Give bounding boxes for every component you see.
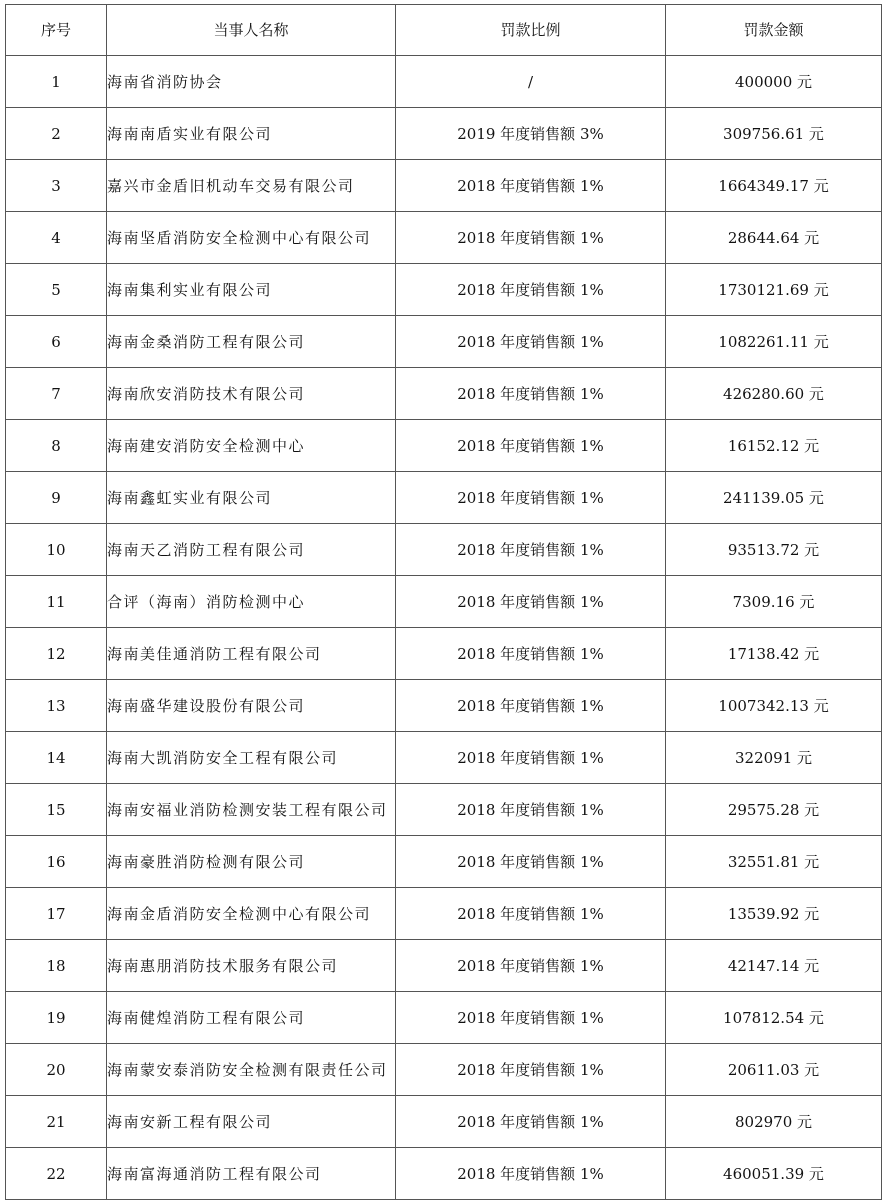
serial-number-cell: 18: [6, 940, 107, 992]
table-row: [6, 628, 882, 680]
party-name-cell: 海南惠朋消防技术服务有限公司: [107, 940, 396, 992]
serial-number-cell: 7: [6, 368, 107, 420]
fine-amount-cell: 28644.64 元: [666, 212, 882, 264]
party-name-cell: 海南安福业消防检测安装工程有限公司: [107, 784, 396, 836]
table-row: [6, 784, 882, 836]
table-row: [6, 888, 882, 940]
table-row: [6, 160, 882, 212]
fine-amount-cell: 42147.14 元: [666, 940, 882, 992]
table-row: [6, 316, 882, 368]
fine-rate-cell: 2018 年度销售额 1%: [396, 784, 666, 836]
fine-rate-cell: 2018 年度销售额 1%: [396, 160, 666, 212]
serial-number-cell: 17: [6, 888, 107, 940]
fine-rate-cell: 2018 年度销售额 1%: [396, 420, 666, 472]
fine-rate-cell: 2018 年度销售额 1%: [396, 836, 666, 888]
fine-amount-cell: 309756.61 元: [666, 108, 882, 160]
party-name-cell: 合评（海南）消防检测中心: [107, 576, 396, 628]
fine-rate-cell: 2018 年度销售额 1%: [396, 888, 666, 940]
fine-amount-cell: 107812.54 元: [666, 992, 882, 1044]
party-name-cell: 海南南盾实业有限公司: [107, 108, 396, 160]
serial-number-cell: 4: [6, 212, 107, 264]
party-name-cell: 海南盛华建设股份有限公司: [107, 680, 396, 732]
party-name-cell: 海南集利实业有限公司: [107, 264, 396, 316]
table-row: [6, 472, 882, 524]
fine-amount-cell: 322091 元: [666, 732, 882, 784]
serial-number-cell: 1: [6, 56, 107, 108]
serial-number-cell: 2: [6, 108, 107, 160]
header-fine-rate: 罚款比例: [396, 5, 666, 56]
fine-rate-cell: 2018 年度销售额 1%: [396, 472, 666, 524]
party-name-cell: 海南欣安消防技术有限公司: [107, 368, 396, 420]
serial-number-cell: 14: [6, 732, 107, 784]
table-row: [6, 732, 882, 784]
party-name-cell: 海南建安消防安全检测中心: [107, 420, 396, 472]
fine-amount-cell: 1664349.17 元: [666, 160, 882, 212]
serial-number-cell: 16: [6, 836, 107, 888]
table-row: [6, 1096, 882, 1148]
serial-number-cell: 11: [6, 576, 107, 628]
fine-rate-cell: 2018 年度销售额 1%: [396, 940, 666, 992]
fine-rate-cell: /: [396, 56, 666, 108]
fine-amount-cell: 13539.92 元: [666, 888, 882, 940]
serial-number-cell: 22: [6, 1148, 107, 1200]
serial-number-cell: 13: [6, 680, 107, 732]
fine-amount-cell: 29575.28 元: [666, 784, 882, 836]
fine-amount-cell: 802970 元: [666, 1096, 882, 1148]
fine-rate-cell: 2018 年度销售额 1%: [396, 992, 666, 1044]
fine-rate-cell: 2018 年度销售额 1%: [396, 1044, 666, 1096]
party-name-cell: 海南富海通消防工程有限公司: [107, 1148, 396, 1200]
serial-number-cell: 15: [6, 784, 107, 836]
serial-number-cell: 6: [6, 316, 107, 368]
serial-number-cell: 8: [6, 420, 107, 472]
fine-rate-cell: 2018 年度销售额 1%: [396, 316, 666, 368]
party-name-cell: 海南坚盾消防安全检测中心有限公司: [107, 212, 396, 264]
table-row: [6, 420, 882, 472]
fine-rate-cell: 2018 年度销售额 1%: [396, 264, 666, 316]
party-name-cell: 海南大凯消防安全工程有限公司: [107, 732, 396, 784]
fine-amount-cell: 20611.03 元: [666, 1044, 882, 1096]
table-row: [6, 940, 882, 992]
table-row: [6, 368, 882, 420]
fine-rate-cell: 2018 年度销售额 1%: [396, 628, 666, 680]
table-row: [6, 264, 882, 316]
fine-amount-cell: 7309.16 元: [666, 576, 882, 628]
header-party-name: 当事人名称: [107, 5, 396, 56]
serial-number-cell: 3: [6, 160, 107, 212]
table-row: [6, 56, 882, 108]
table-body: [6, 56, 882, 1200]
party-name-cell: 海南健煌消防工程有限公司: [107, 992, 396, 1044]
fine-amount-cell: 1007342.13 元: [666, 680, 882, 732]
header-fine-amount: 罚款金额: [666, 5, 882, 56]
header-row: [6, 5, 882, 56]
header-serial-number: 序号: [6, 5, 107, 56]
table-row: [6, 1148, 882, 1200]
table-row: [6, 108, 882, 160]
serial-number-cell: 21: [6, 1096, 107, 1148]
serial-number-cell: 20: [6, 1044, 107, 1096]
fine-rate-cell: 2018 年度销售额 1%: [396, 212, 666, 264]
fine-amount-cell: 16152.12 元: [666, 420, 882, 472]
fine-amount-cell: 93513.72 元: [666, 524, 882, 576]
fine-amount-cell: 426280.60 元: [666, 368, 882, 420]
fine-amount-cell: 32551.81 元: [666, 836, 882, 888]
party-name-cell: 海南豪胜消防检测有限公司: [107, 836, 396, 888]
table-row: [6, 212, 882, 264]
party-name-cell: 海南安新工程有限公司: [107, 1096, 396, 1148]
fine-rate-cell: 2018 年度销售额 1%: [396, 1096, 666, 1148]
party-name-cell: 海南省消防协会: [107, 56, 396, 108]
fine-rate-cell: 2018 年度销售额 1%: [396, 732, 666, 784]
table-row: [6, 1044, 882, 1096]
fine-amount-cell: 241139.05 元: [666, 472, 882, 524]
serial-number-cell: 19: [6, 992, 107, 1044]
party-name-cell: 海南金桑消防工程有限公司: [107, 316, 396, 368]
fine-rate-cell: 2019 年度销售额 3%: [396, 108, 666, 160]
fine-amount-cell: 400000 元: [666, 56, 882, 108]
table-row: [6, 524, 882, 576]
serial-number-cell: 10: [6, 524, 107, 576]
serial-number-cell: 12: [6, 628, 107, 680]
serial-number-cell: 9: [6, 472, 107, 524]
penalty-table: [5, 4, 882, 1200]
fine-rate-cell: 2018 年度销售额 1%: [396, 680, 666, 732]
fine-rate-cell: 2018 年度销售额 1%: [396, 524, 666, 576]
party-name-cell: 海南美佳通消防工程有限公司: [107, 628, 396, 680]
serial-number-cell: 5: [6, 264, 107, 316]
party-name-cell: 嘉兴市金盾旧机动车交易有限公司: [107, 160, 396, 212]
fine-amount-cell: 1730121.69 元: [666, 264, 882, 316]
fine-amount-cell: 17138.42 元: [666, 628, 882, 680]
fine-rate-cell: 2018 年度销售额 1%: [396, 576, 666, 628]
fine-rate-cell: 2018 年度销售额 1%: [396, 1148, 666, 1200]
table-row: [6, 576, 882, 628]
party-name-cell: 海南天乙消防工程有限公司: [107, 524, 396, 576]
table-row: [6, 680, 882, 732]
table-row: [6, 836, 882, 888]
fine-amount-cell: 460051.39 元: [666, 1148, 882, 1200]
fine-rate-cell: 2018 年度销售额 1%: [396, 368, 666, 420]
party-name-cell: 海南蒙安泰消防安全检测有限责任公司: [107, 1044, 396, 1096]
table-row: [6, 992, 882, 1044]
fine-amount-cell: 1082261.11 元: [666, 316, 882, 368]
party-name-cell: 海南金盾消防安全检测中心有限公司: [107, 888, 396, 940]
party-name-cell: 海南鑫虹实业有限公司: [107, 472, 396, 524]
